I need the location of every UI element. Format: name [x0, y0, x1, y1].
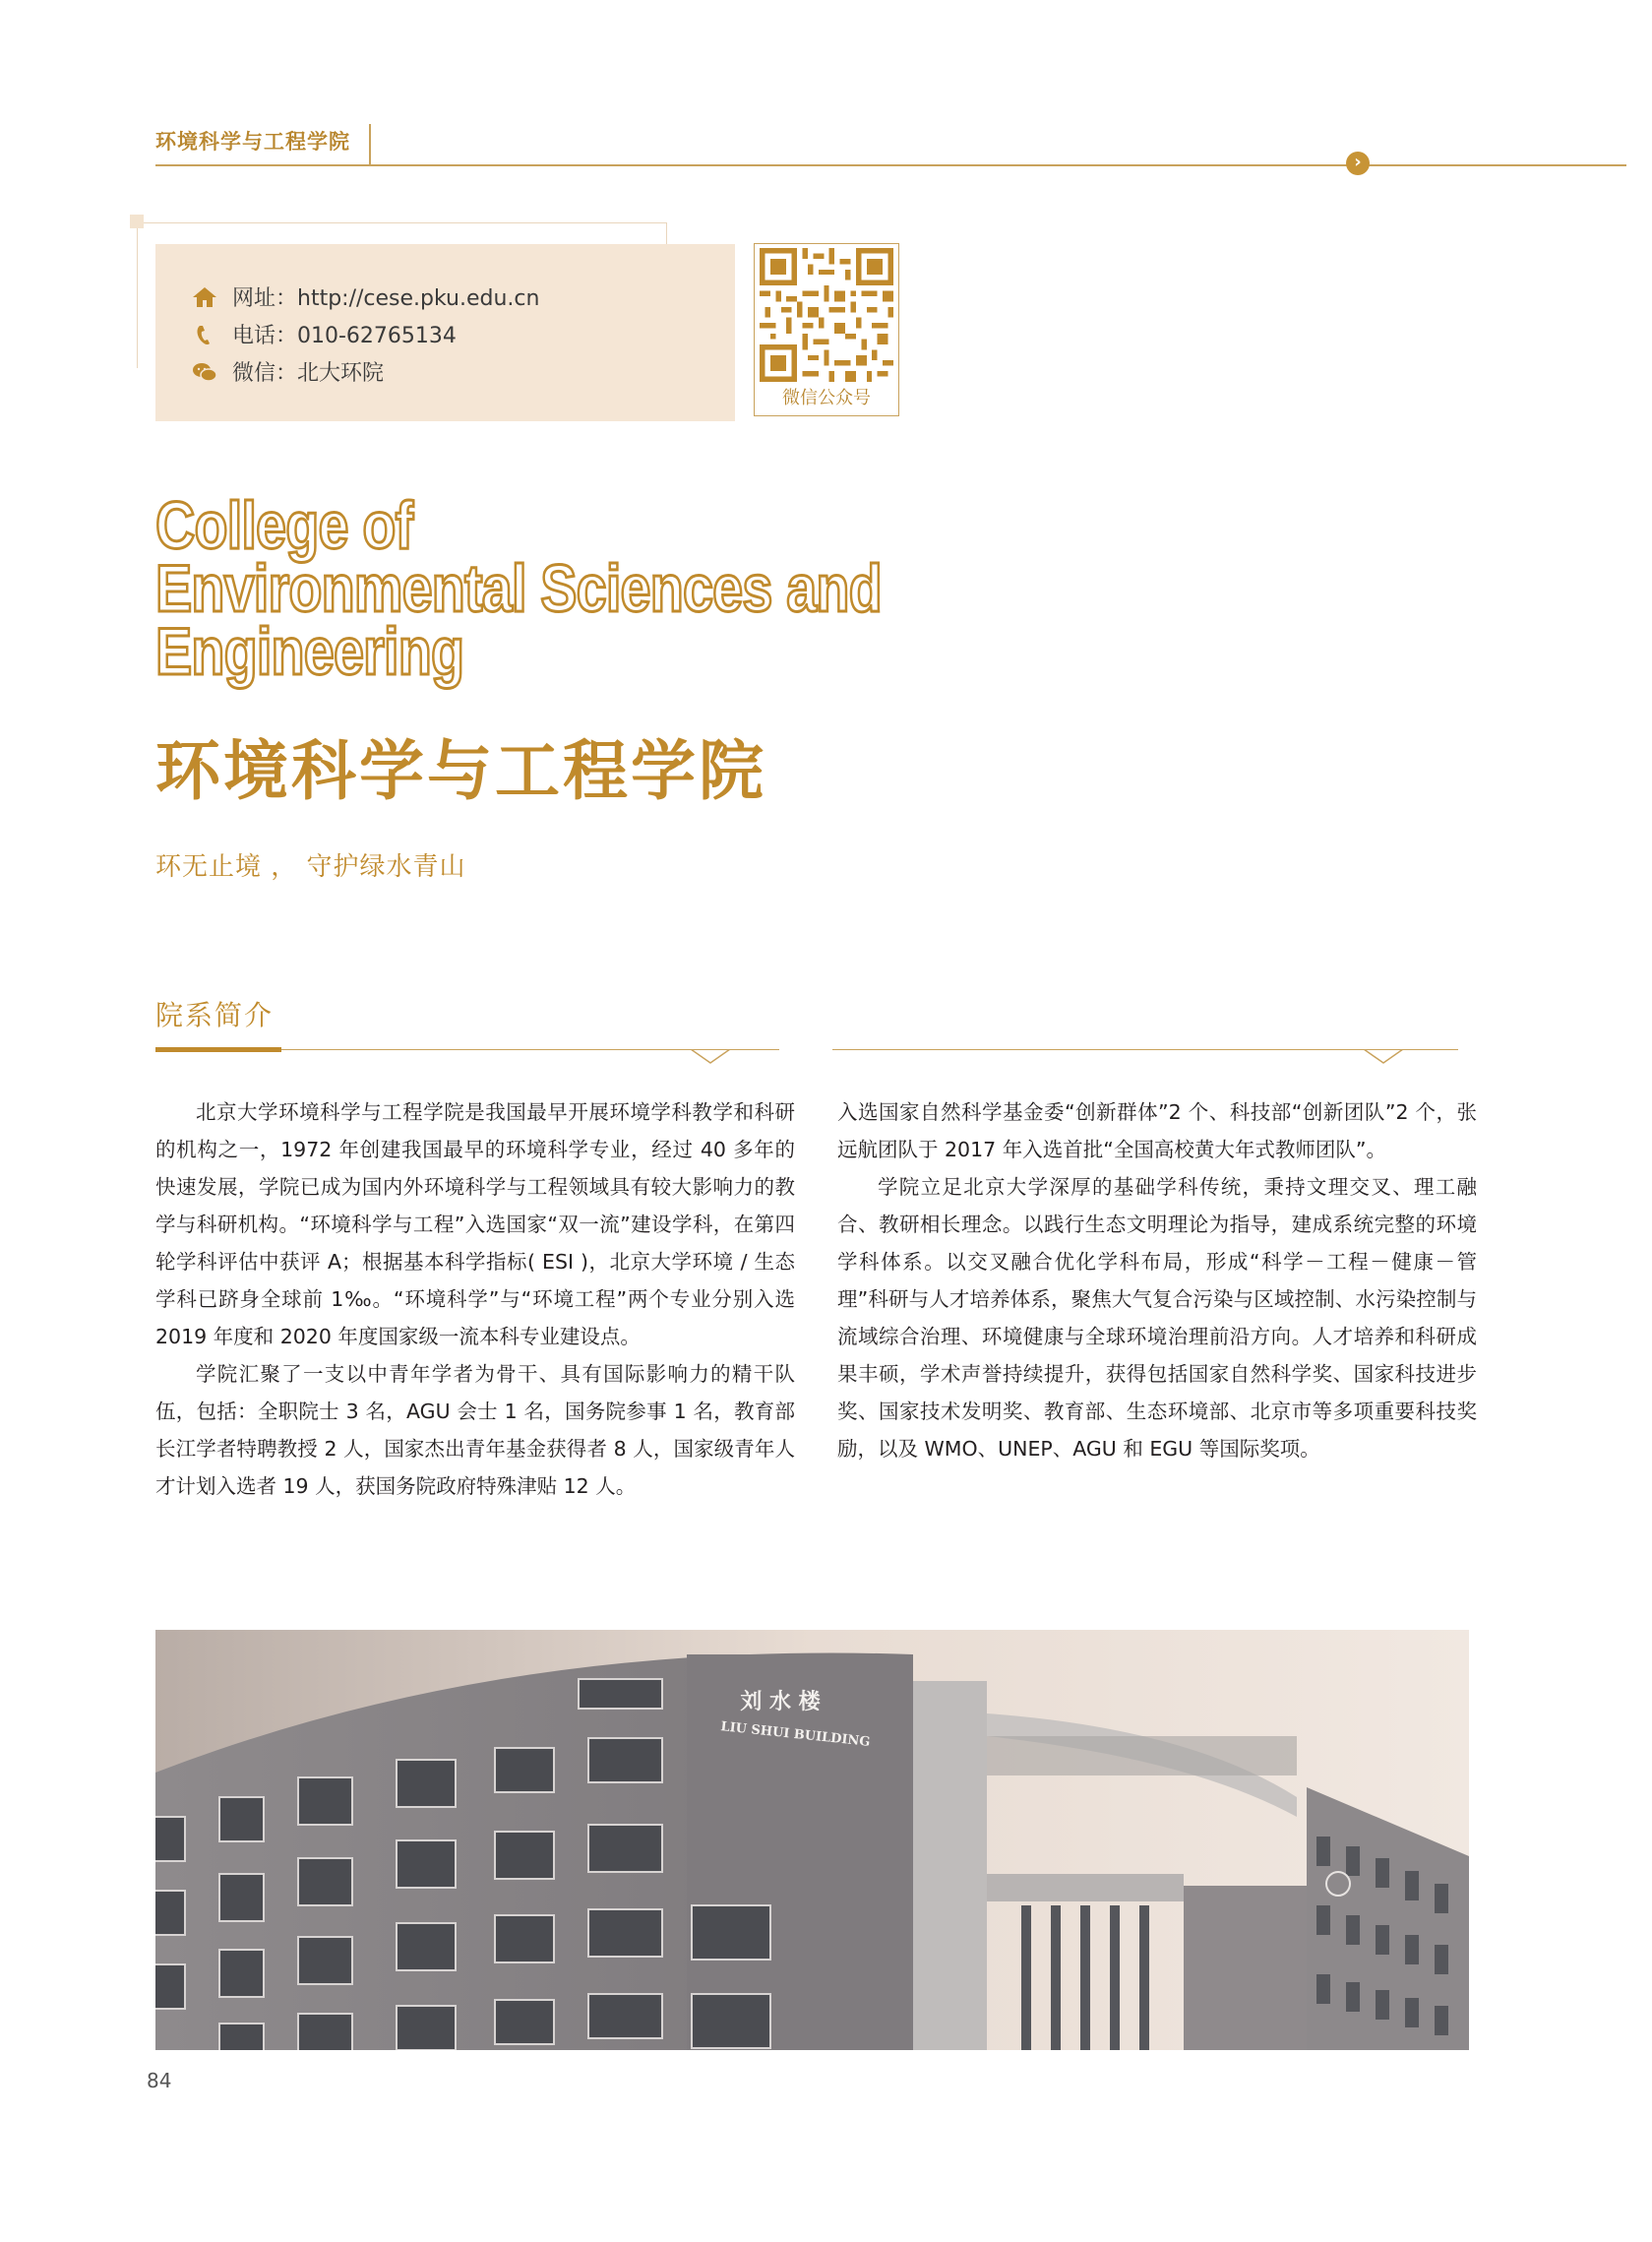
english-title [155, 488, 882, 689]
paragraph: 入选国家自然科学基金委“创新群体”2 个、科技部“创新团队”2 个，张远航团队于 2017 年入选首批“全国高校黄大年式教师团队”。 [837, 1100, 1477, 1161]
wechat-icon [191, 360, 218, 384]
contact-wechat [191, 356, 384, 387]
paragraph: 学院立足北京大学深厚的基础学科传统，秉持文理交叉、理工融合、教研相长理念。以践行生态文明理论为指导，建成系统完整的环境学科体系。以交叉融合优化学科布局，形成“科学－工程－健康－管理”科研与人才培养体系，聚焦大气复合污染与区域控制、水污染控制与流域综合治理、环境健康与全球环境治理前沿方向。人才培养和科研成果丰硕，学术声誉持续提升，获得包括国家自然科学奖、国家科技进步奖、国家技术发明奖、教育部、生态环境部、北京市等多项重要科技奖励，以及 WMO、UNEP、AGU 和 EGU 等国际奖项。 [837, 1175, 1477, 1461]
decorative-frame [666, 222, 667, 244]
decorative-frame [144, 222, 667, 223]
notch-icon [1364, 1049, 1403, 1065]
decorative-frame [137, 228, 138, 368]
building-sign-en: LIU SHUI BUILDING [719, 1719, 872, 1750]
page-number: 84 [147, 2069, 172, 2092]
building-sign-zh: 刘 水 楼 [740, 1690, 821, 1714]
notch-icon [691, 1049, 730, 1065]
building-photo [155, 1630, 1469, 2050]
english-title-line: College of [155, 488, 413, 563]
qr-caption: 微信公众号 [782, 388, 871, 408]
section-underline [155, 1047, 281, 1052]
website-link[interactable]: 网址：http://cese.pku.edu.cn [232, 286, 540, 311]
header-rule [155, 164, 1626, 166]
contact-website [191, 281, 539, 312]
paragraph: 北京大学环境科学与工程学院是我国最早开展环境学科教学和科研的机构之一，1972 年创建我国最早的环境科学专业，经过 40 多年的快速发展，学院已成为国内外环境科学与工程领域具有较大影响力的教学与科研机构。“环境科学与工程”入选国家“双一流”建设学科，在第四轮学科评估中获评 A；根据基本科学指标( ESI )，北京大学环境 / 生态学科已跻身全球前 1‰。“环境科学”与“环境工程”两个专业分别入选 2019 年度和 2020 年度国家级一流本科专业建设点。 [155, 1100, 795, 1348]
paragraph: 学院汇聚了一支以中青年学者为骨干、具有国际影响力的精干队伍，包括：全职院士 3 名，AGU 会士 1 名，国务院参事 1 名，教育部长江学者特聘教授 2 人，国家杰出青年基金获得者 8 人，国家级青年人才计划入选者 19 人，获国务院政府特殊津贴 12 人。 [155, 1362, 795, 1498]
header-divider [369, 124, 371, 165]
home-icon [191, 285, 218, 309]
body-column-right [837, 1093, 1477, 1467]
qr-code [760, 248, 893, 382]
section-title: 院系简介 [155, 999, 275, 1031]
body-column-left [155, 1093, 795, 1505]
contact-phone [191, 319, 457, 349]
english-title-line: Engineering [155, 614, 464, 689]
phone-text: 电话：010-62765134 [232, 324, 457, 348]
contact-box [155, 244, 735, 421]
building-illustration [155, 1630, 1469, 2050]
chinese-title: 环境科学与工程学院 [155, 733, 766, 809]
english-title-line: Environmental Sciences and [155, 551, 882, 626]
phone-icon [191, 323, 218, 346]
qr-card [754, 243, 899, 416]
chevron-right-icon: › [1346, 152, 1370, 175]
wechat-text: 微信：北大环院 [232, 361, 385, 386]
tagline: 环无止境 ， 守护绿水青山 [155, 852, 466, 882]
decorative-square [130, 215, 144, 228]
running-header: 环境科学与工程学院 [155, 130, 350, 154]
